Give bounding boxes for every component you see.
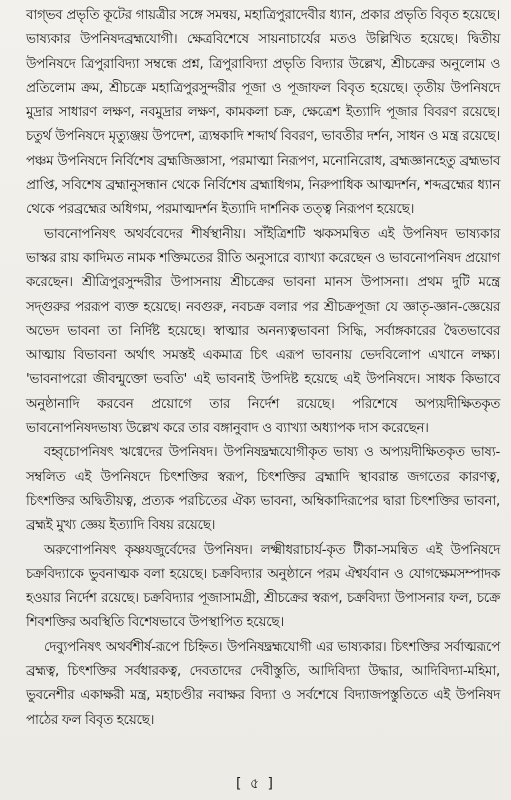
body-text <box>26 4 500 733</box>
paragraph-4: অরুণোপনিষৎ কৃষ্ণযজুর্বেদের উপনিষদ। লক্ষ্মীধরাচার্য-কৃত টীকা-সমন্বিত এই উপনিষদে চক্রবিদ্যাকে ভুবনাত্মক বলা হয়েছে। চক্রবিদ্যার অনুষ্ঠানে পরম ঐশ্বর্যবান ও যোগক্ষেমসম্পাদক হওয়ার নির্দেশ রয়েছে। চক্রবিদ্যার পূজাসামগ্রী, শ্রীচক্রের স্বরূপ, চক্রবিদ্যা উপাসনার ফল, চক্রে শিবশক্তির অবস্থিতি বিশেষভাবে উপস্থাপিত হয়েছে। <box>26 542 500 631</box>
paragraph-2: ভাবনোপনিষৎ অথর্ববেদের শীর্ষস্থানীয়। সাঁইত্রিশটি ঋকসমন্বিত এই উপনিষদ ভাষ্যকার ভাস্কর রায় কাদিমত নামক শক্তিমতের রীতি অনুসারে ব্যাখ্যা করেছেন ও ভাবনোপনিষদ প্রয়োগ করেছেন। শ্রীত্রিপুরসুন্দরীর উপাসনায় শ্রীচক্রের ভাবনা মানস উপাসনা। প্রথম দুটি মন্ত্রে সদ্গুরুর পররূপ ব্যক্ত হয়েছে। নবগুরু, নবচক্র বলার পর শ্রীচক্রপূজা যে জ্ঞাতৃ-জ্ঞান-জ্ঞেয়ের অভেদ ভাবনা তা নির্দিষ্ট হয়েছে। স্বাত্মার অনন্যত্বভাবনা সিদ্ধি, সর্বাঙ্গকারের দ্বৈতভাবের আত্মায় বিভাবনা অর্থাৎ সমস্তই একমাত্র চিৎ এরূপ ভাবনায় ভেদবিলোপ এখানে লক্ষ্য। 'ভাবনাপরো জীবন্মুক্তো ভবতি' এই ভাবনাই উপদিষ্ট হয়েছে এই উপনিষদে। সাধক কিভাবে অনুষ্ঠানাদি করবেন প্রয়োগে তার নির্দেশ রয়েছে। পরিশেষে অপ্যয়দীক্ষিতকৃত ভাবনোপনিষদভাষ্য উল্লেখ করে তার বঙ্গানুবাদ ও ব্যাখ্যা অধ্যাপক দাস করেছেন। <box>26 226 500 437</box>
paragraph-3: বহ্বৃচোপনিষৎ ঋগ্বেদের উপনিষদ। উপনিষদ্ব্রহ্মযোগীকৃত ভাষ্য ও অপ্যয়দীক্ষিতকৃত ভাষ্য-সম্বলিত এই উপনিষদে চিৎশক্তির স্বরূপ, চিৎশক্তির ব্রহ্মাদি স্থাবরান্ত জগতের কারণত্ব, চিৎশক্তির অদ্বিতীয়ত্ব, প্রত্যক পরচিতের ঐক্য ভাবনা, অম্বিকাদিরূপের দ্বারা চিৎশক্তির ভাবনা, ব্রহ্মই মুখ্য জ্ঞেয় ইত্যাদি বিষয় রয়েছে। <box>26 445 500 534</box>
paragraph-1: বাগ্ভব প্রভৃতি কূটের গায়ত্রীর সঙ্গে সমন্বয়, মহাত্রিপুরাদেবীর ধ্যান, প্রকার প্রভৃতি বিবৃত হয়েছে। ভাষ্যকার উপনিষদব্রহ্মযোগী। ক্ষেত্রবিশেষে সায়নাচার্যের মতও উল্লিখিত হয়েছে। দ্বিতীয় উপনিষদে ত্রিপুরাবিদ্যা সম্বন্ধে প্রশ্ন, ত্রিপুরাবিদ্যা প্রভৃতি বিদ্যার উল্লেখ, শ্রীচক্রের অনুলোম ও প্রতিলোম ক্রম, শ্রীচক্রে মহাত্রিপুরসুন্দরীর পূজা ও পূজাফল বিবৃত হয়েছে। তৃতীয় উপনিষদে মুদ্রার সাধারণ লক্ষণ, নবমুদ্রার লক্ষণ, কামকলা চক্র, ক্ষেত্রেশ ইত্যাদি পূজার বিবরণ রয়েছে। চতুর্থ উপনিষদে মৃত্যুঞ্জয় উপদেশ, ত্র্যম্বকাদি শব্দার্থ বিবরণ, ভাবতীর দর্শন, সাধন ও মন্ত্র রয়েছে। পঞ্চম উপনিষদে নির্বিশেষ ব্রহ্মজিজ্ঞাসা, পরমাত্মা নিরূপণ, মনোনিরোধ, ব্রহ্মজ্ঞানহেতু ব্রহ্মভাব প্রাপ্তি, সবিশেষ ব্রহ্মানুসন্ধান থেকে নির্বিশেষ ব্রহ্মাধিগম, নিরুপাধিক আত্মদর্শন, শব্দব্রহ্মের ধ্যান থেকে পরব্রহ্মের অধিগম, পরমাত্মদর্শন ইত্যাদি দার্শনিক তত্ত্ব নিরূপণ হয়েছে। <box>26 8 500 218</box>
page-number: [ ৫ ] <box>236 776 275 792</box>
paragraph-5: দেব্যুপনিষৎ অথর্বশীর্ষ-রূপে চিহ্নিত। উপনিষদ্ব্রহ্মযোগী এর ভাষ্যকার। চিৎশক্তির সর্বাত্মরূপে ব্রহ্মত্ব, চিৎশক্তির সর্বধারকত্ব, দেবতাদের দেবীস্তুতি, আদিবিদ্যা উদ্ধার, আদিবিদ্যা-মহিমা, ভুবনেশীর একাক্ষরী মন্ত্র, মহাচণ্ডীর নবাক্ষর বিদ্যা ও সর্বশেষে বিদ্যাজপস্তুতিতে এই উপনিষদ পাঠের ফল বিবৃত হয়েছে। <box>26 639 500 728</box>
